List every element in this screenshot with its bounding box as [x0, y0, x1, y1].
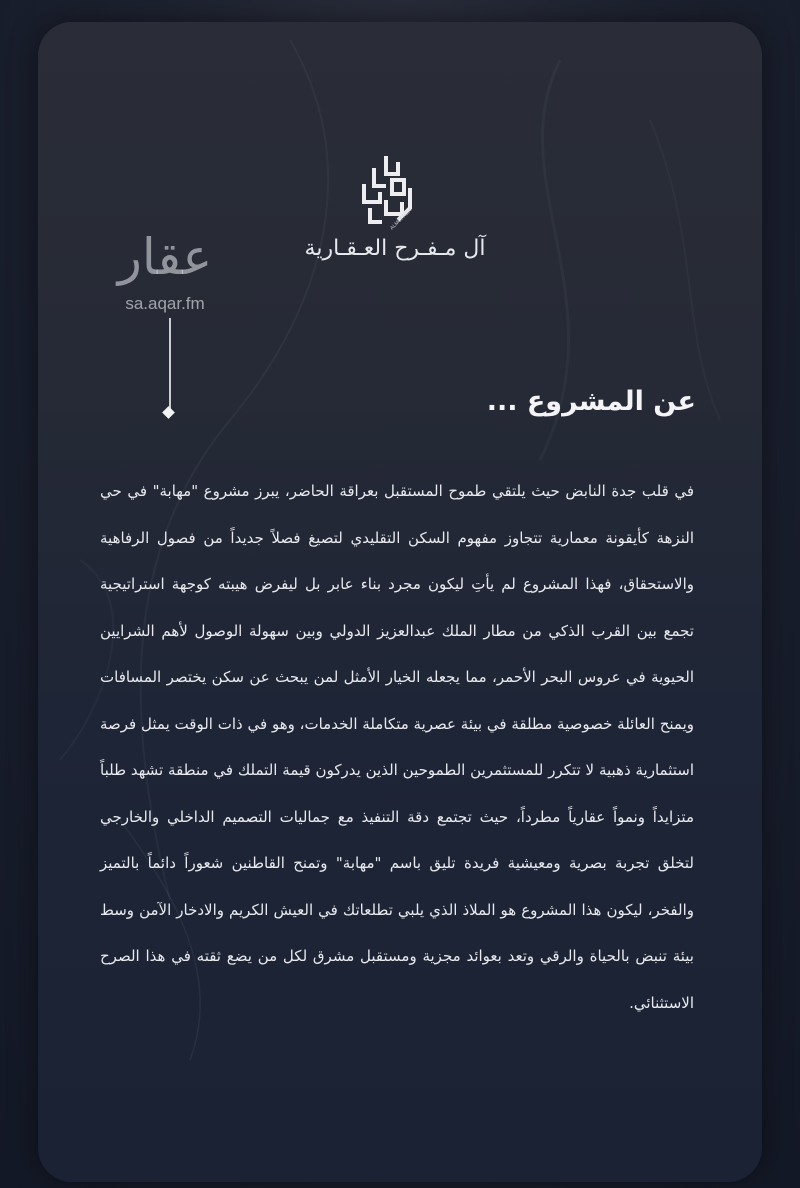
section-body: في قلب جدة النابض حيث يلتقي طموح المستقبل بعراقة الحاضر، يبرز مشروع "مهابة" في حي النزهة كأيقونة معمارية تتجاوز مفهوم السكن التقليدي لتصيغ فصلاً جديداً من فصول الرفاهية والاستحقاق، فهذا المشروع لم يأتِ ليكون مجرد بناء عابر بل ليفرض هيبته كوجهة استراتيجية تجمع بين القرب الذكي من مطار الملك عبدالعزيز الدولي وبين سهولة الوصول لأهم الشرايين الحيوية في عروس البحر الأحمر، مما يجعله الخيار الأمثل لمن يبحث عن سكن يختصر المسافات ويمنح العائلة خصوصية مطلقة في بيئة عصرية متكاملة الخدمات، وهو في ذات الوقت يمثل فرصة استثمارية ذهبية لا تتكرر للمستثمرين الطموحين الذين يدركون قيمة التملك في منطقة تشهد طلباً متزايداً ونمواً عقارياً مطرداً، حيث تجتمع دقة التنفيذ مع جماليات التصميم الداخلي والخارجي لتخلق تجربة بصرية ومعيشية فريدة تليق باسم "مهابة" وتمنح القاطنين شعوراً دائماً بالتميز والفخر، ليكون هذا المشروع هو الملاذ الذي يلبي تطلعاتك في العيش الكريم والادخار الآمن وسط بيئة تنبض بالحياة والرقي وتعد بعوائد مجزية ومستقبل مشرق لكل من يضع ثقته في هذا الصرح الاستثنائي.	[100, 482, 694, 1012]
section-heading: عن المشروع ...	[486, 386, 696, 417]
svg-text:ALMOFREH: ALMOFREH	[389, 207, 414, 232]
brand-name: آل مـفـرح العـقـارية	[304, 236, 486, 261]
watermark-url: sa.aqar.fm	[125, 294, 205, 313]
almofreh-kufic-logo-icon	[352, 150, 420, 236]
watermark-line	[169, 318, 171, 410]
watermark-word: عقار	[117, 228, 213, 286]
